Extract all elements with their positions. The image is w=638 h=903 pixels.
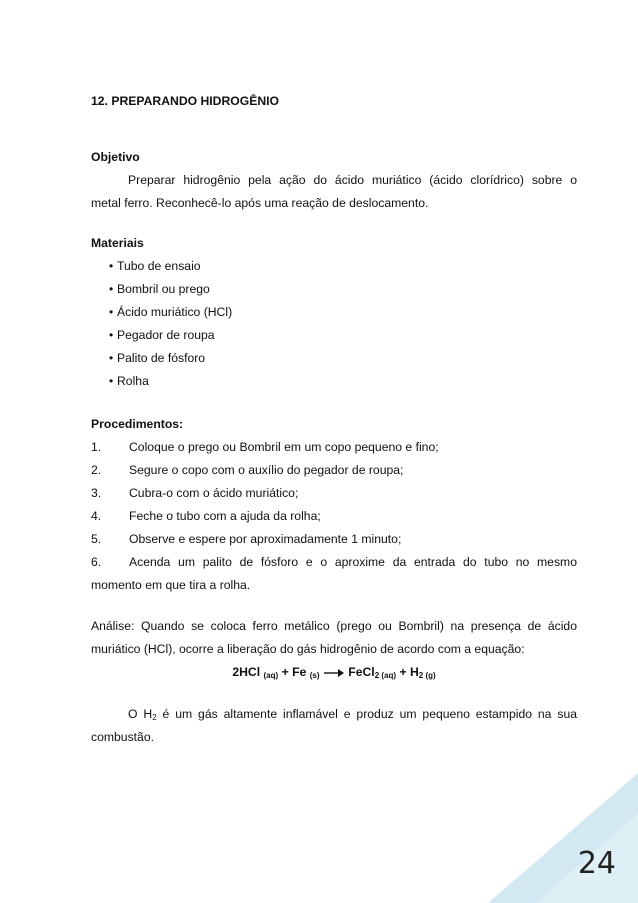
objetivo-text-line1: Preparar hidrogênio pela ação do ácido muriático (ácido clorídrico) sobre o	[128, 173, 577, 187]
bullet-icon: •	[109, 305, 114, 319]
page-corner-decoration	[488, 773, 638, 903]
bullet-icon: •	[109, 328, 114, 342]
conclusion-text-line2: combustão.	[91, 730, 155, 744]
section-title: 12. PREPARANDO HIDROGÊNIO	[91, 94, 280, 108]
objetivo-text-line2: metal ferro. Reconhecê-lo após uma reação de deslocamento.	[91, 196, 429, 210]
bullet-icon: •	[109, 282, 114, 296]
analise-text-line1: Análise: Quando se coloca ferro metálico (prego ou Bombril) na presença de ácido	[91, 619, 577, 633]
bullet-icon: •	[109, 351, 114, 365]
page-number: 24	[577, 846, 616, 881]
procedimentos-heading: Procedimentos:	[91, 417, 184, 431]
conclusion-text-line1: O $H_2$ é um gás altamente inflamável e produz um pequeno estampido na sua	[128, 707, 577, 722]
reaction-arrow-icon	[323, 668, 345, 678]
analise-text-line2: muriático (HCl), ocorre a liberação do gás hidrogênio de acordo com a equação:	[91, 642, 525, 656]
objetivo-heading: Objetivo	[91, 150, 140, 164]
bullet-icon: •	[109, 259, 114, 273]
procedure-step-continuation: momento em que tira a rolha.	[91, 578, 251, 592]
bullet-icon: •	[109, 374, 114, 388]
materiais-heading: Materiais	[91, 236, 144, 250]
